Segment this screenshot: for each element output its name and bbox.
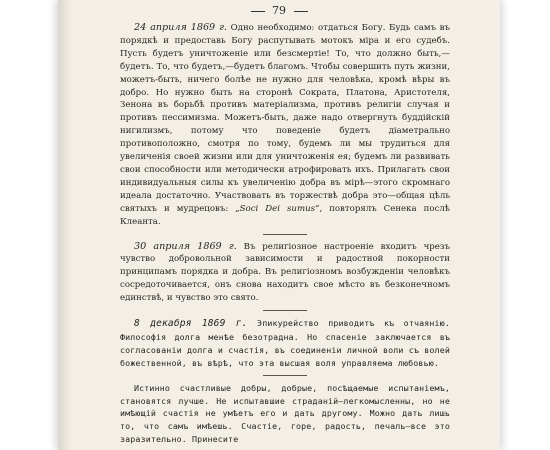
header-dash-left	[251, 11, 265, 12]
entry-separator	[263, 375, 307, 376]
entry-text: Одно необходимо: отдаться Богу. Будь самъ въ порядкѣ и предоставь Богу распутывать мотокъ міра и его судебъ. Пусть будетъ уничтоженіе или безсмертіе! То, что должно быть,—будетъ. То, что будетъ,—будетъ благомъ. Чтобы совершить путь жизни, можетъ-быть, ничего болѣе не нужно для человѣка, кромѣ вѣры въ добро. Но нужно быть на сторонѣ Сократа, Платона, Аристотеля, Зенона въ борьбѣ противъ матеріализма, противъ религіи случая и противъ пессимизма. Можетъ-быть, даже надо отвергнуть буддійскій нигилизмъ, потому что поведеніе будетъ діаметрально противоположно, смотря по тому, будемъ ли мы трудиться для увеличенія своей жизни или для уничтоженія ея; будемъ ли развивать свои способности или методически атрофировать ихъ. Прилагать свои индивидуальныя силы къ увеличенію добра въ мірѣ—этого скромнаго идеала достаточно. Участвовать въ торжествѣ добра это—общая цѣль святыхъ и мудрецовъ:	[120, 23, 450, 214]
header-dash-right	[294, 11, 308, 12]
entry-separator	[263, 310, 307, 311]
diary-entry	[120, 382, 450, 447]
diary-entry	[120, 22, 450, 229]
diary-entry	[120, 241, 450, 306]
page-body	[120, 22, 450, 446]
entry-text: Въ религіозное настроеніе входитъ чрезъ чувство добровольной зависимости и радостной покорности принципамъ порядка и добра. Въ религіозномъ возбужденіи человѣкъ сосредоточивается, онъ снова находитъ свое мѣсто въ безконечномъ единствѣ, и чувство это свято.	[120, 241, 450, 304]
entry-date: 24 априля 1869 г.	[134, 22, 227, 33]
entry-date: 30 априля 1869 г.	[134, 240, 237, 252]
book-page	[58, 0, 500, 450]
page-number: 79	[272, 4, 286, 17]
diary-entry	[120, 317, 450, 370]
page-header	[58, 4, 500, 17]
entry-text-end: , повторялъ Сенека послѣ Клеанта.	[120, 203, 450, 227]
latin-quote: „Soci Dei sumus“	[235, 203, 320, 214]
entry-separator	[263, 234, 307, 235]
entry-date: 8 декабря 1869 г.	[134, 318, 248, 330]
entry-text: Эпикурейство приводитъ къ отчаянію. Философія долга менѣе безотрадна. Но спасеніе заключается въ согласованіи долга и счастія, въ соединеніи личной воли съ волей божественной, въ вѣрѣ, что эта высшая воля управляема любовью.	[120, 318, 450, 368]
entry-text: Истинно счастливые добры, добрые, посѣщаемые испытаніемъ, становятся лучше. Не испытавшие страданій—легкомысленны, но не имѣющій счастія не умѣетъ его и дать другому. Можно дать лишь то, что самъ имѣешь. Счастіе, горе, радость, печаль—все это заразительно. Принесите	[120, 382, 450, 445]
